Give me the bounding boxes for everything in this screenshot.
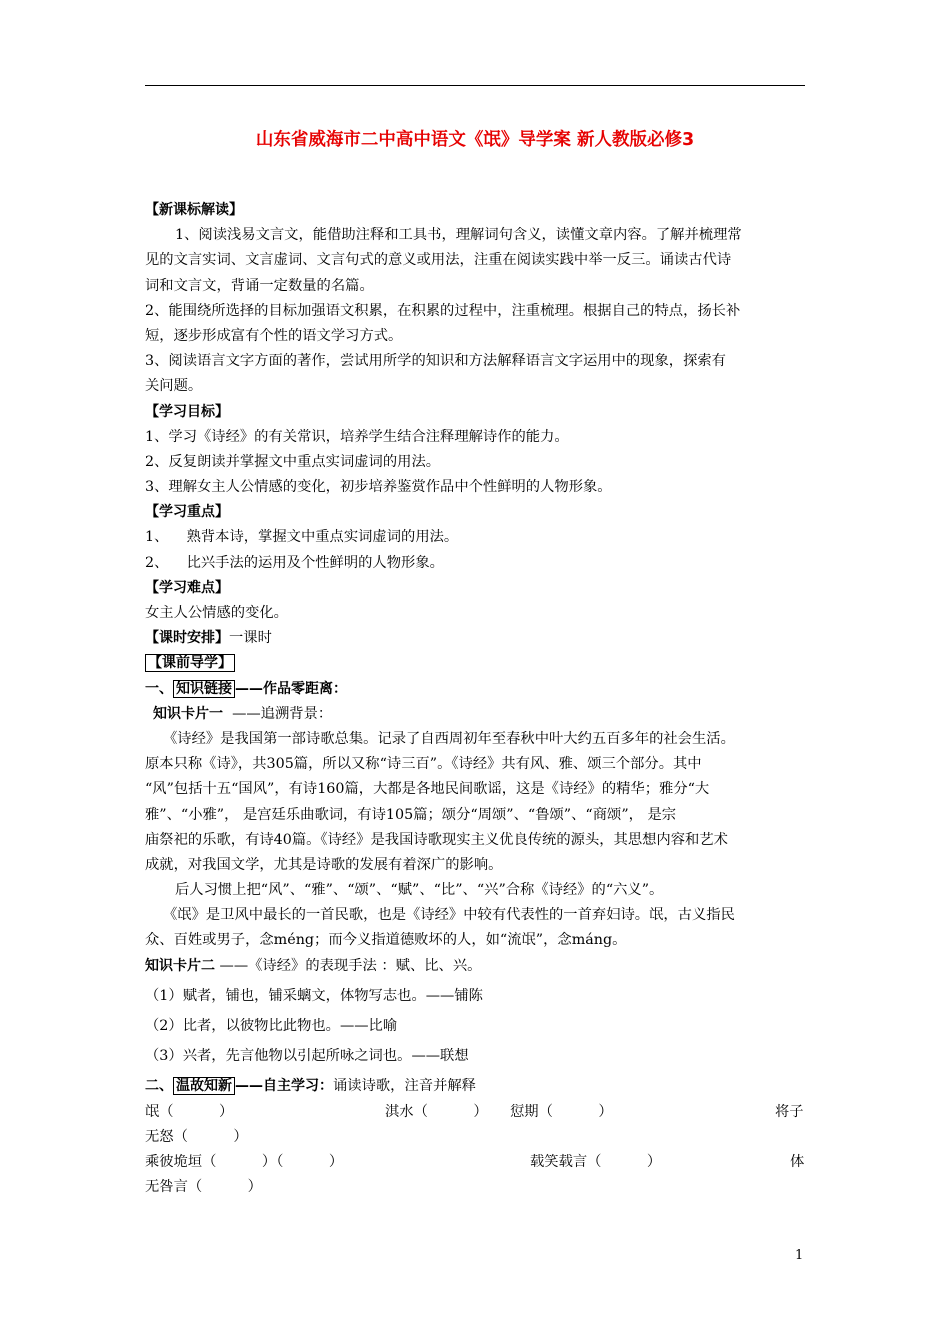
card-two-text: ——《诗经》的表现手法 ：赋、比、兴。 xyxy=(215,957,482,974)
paragraph-line: 3、阅读语言文字方面的著作，尝试用所学的知识和方法解释语言文字运用中的现象，探索有 xyxy=(145,353,726,370)
part-two-suffix: ——自主学习： xyxy=(235,1078,333,1095)
paragraph-line: 成就，对我国文学，尤其是诗歌的发展有着深广的影响。 xyxy=(145,856,503,873)
part-one-boxed-label: 知识链接 xyxy=(173,680,235,698)
vocab-item: 愆期（ ） xyxy=(510,1103,613,1120)
card-one-suffix: ——追溯背景： xyxy=(223,705,333,722)
paragraph-line: 词和文言文，背诵一定数量的名篇。 xyxy=(145,277,374,294)
section-heading-focus: 【学习重点】 xyxy=(145,504,229,521)
part-one-heading xyxy=(145,677,815,702)
header-rule xyxy=(145,85,805,86)
paragraph-line: 女主人公情感的变化。 xyxy=(145,605,288,621)
section-heading-new-standard: 【新课标解读】 xyxy=(145,202,243,218)
paragraph-line: 《诗经》是我国第一部诗歌总集。记录了自西周初年至春秋中叶大约五百多年的社会生活。 xyxy=(163,730,735,747)
list-item: 3、理解女主人公情感的变化，初步培养鉴赏作品中个性鲜明的人物形象。 xyxy=(145,479,612,496)
paragraph-line: 短，逐步形成富有个性的语文学习方式。 xyxy=(145,327,403,344)
card-one-heading xyxy=(145,702,815,727)
vocab-item: 体 xyxy=(790,1153,805,1170)
card-one-label: 知识卡片一 xyxy=(153,705,223,722)
section-heading-pre-class: 【课前导学】 xyxy=(145,654,235,672)
paragraph-line: 庙祭祀的乐歌，有诗40篇。《诗经》是我国诗歌现实主义优良传统的源头，其思想内容和艺术 xyxy=(145,831,728,848)
part-two-boxed-label: 温故知新 xyxy=(173,1077,235,1095)
technique-item: （2）比者，以彼物比此物也。——比喻 xyxy=(145,1018,398,1034)
part-two-heading xyxy=(145,1074,815,1099)
list-item: 1、学习《诗经》的有关常识，培养学生结合注释理解诗作的能力。 xyxy=(145,428,569,445)
vocab-item: 无怒（ ） xyxy=(145,1128,248,1145)
vocab-item: 乘彼垝垣（ ）（ ） xyxy=(145,1153,344,1170)
part-two-prefix: 二、 xyxy=(145,1078,173,1095)
card-two-heading xyxy=(145,954,815,979)
class-time-value: 一课时 xyxy=(229,630,272,647)
part-one-prefix: 一、 xyxy=(145,680,173,697)
part-two-text: 诵读诗歌，注音并解释 xyxy=(333,1078,476,1095)
technique-item: （1）赋者，铺也，铺采螭文，体物写志也。——铺陈 xyxy=(145,987,483,1004)
vocab-item: 将子 xyxy=(775,1103,804,1120)
pre-class-line xyxy=(145,651,815,676)
paragraph-line: 1、阅读浅易文言文，能借助注释和工具书，理解词句含义，读懂文章内容。了解并梳理常 xyxy=(175,227,742,244)
vocab-item: 无咎言（ ） xyxy=(145,1179,262,1196)
document-title: 山东省威海市二中高中语文《氓》导学案 新人教版必修3 xyxy=(255,130,695,150)
list-item: 2、反复朗读并掌握文中重点实词虚词的用法。 xyxy=(145,453,441,470)
paragraph-line: 见的文言实词、文言虚词、文言句式的意义或用法，注重在阅读实践中举一反三。诵读古代诗 xyxy=(145,252,732,269)
page-number: 1 xyxy=(795,1248,804,1263)
paragraph-line: 后人习惯上把“风”、“雅”、“颂”、“赋”、“比”、“兴”合称《诗经》的“六义”。 xyxy=(175,882,664,899)
paragraph-line: 2、能围绕所选择的目标加强语文积累，在积累的过程中，注重梳理。根据自己的特点，扬长补 xyxy=(145,302,741,319)
paragraph-line: 众、百姓或男子，念méng；而今义指道德败坏的人，如“流氓”，念máng。 xyxy=(145,932,627,949)
vocab-row xyxy=(145,1100,815,1125)
class-time-line xyxy=(145,626,815,651)
vocab-item: 氓（ ） xyxy=(145,1103,234,1120)
list-item: 1、 熟背本诗，掌握文中重点实词虚词的用法。 xyxy=(145,529,459,546)
section-heading-class-time: 【课时安排】 xyxy=(145,630,229,647)
vocab-item: 淇水（ ） xyxy=(385,1103,488,1120)
technique-item: （3）兴者，先言他物以引起所咏之词也。——联想 xyxy=(145,1048,469,1065)
card-two-label: 知识卡片二 xyxy=(145,957,215,974)
paragraph-line: “风”包括十五“国风”，有诗160篇，大都是各地民间歌谣，这是《诗经》的精华；雅分“大 xyxy=(145,781,710,798)
paragraph-line: 《氓》是卫风中最长的一首民歌，也是《诗经》中较有代表性的一首弃妇诗。氓，古义指民 xyxy=(163,907,735,924)
vocab-item: 载笑载言（ ） xyxy=(530,1153,662,1170)
paragraph-line: 关问题。 xyxy=(145,378,203,395)
document-body xyxy=(145,198,815,1200)
section-heading-difficulty: 【学习难点】 xyxy=(145,579,229,596)
section-heading-goals: 【学习目标】 xyxy=(145,403,229,420)
paragraph-line: 雅”、“小雅”， 是宫廷乐曲歌词，有诗105篇；颂分“周颂”、“鲁颂”、“商颂”， 是宗 xyxy=(145,806,677,823)
part-one-suffix: ——作品零距离： xyxy=(235,680,347,697)
paragraph-line: 原本只称《诗》，共305篇，所以又称“诗三百”。《诗经》共有风、雅、颂三个部分。其中 xyxy=(145,756,702,773)
list-item: 2、 比兴手法的运用及个性鲜明的人物形象。 xyxy=(145,554,444,571)
vocab-row xyxy=(145,1150,815,1175)
